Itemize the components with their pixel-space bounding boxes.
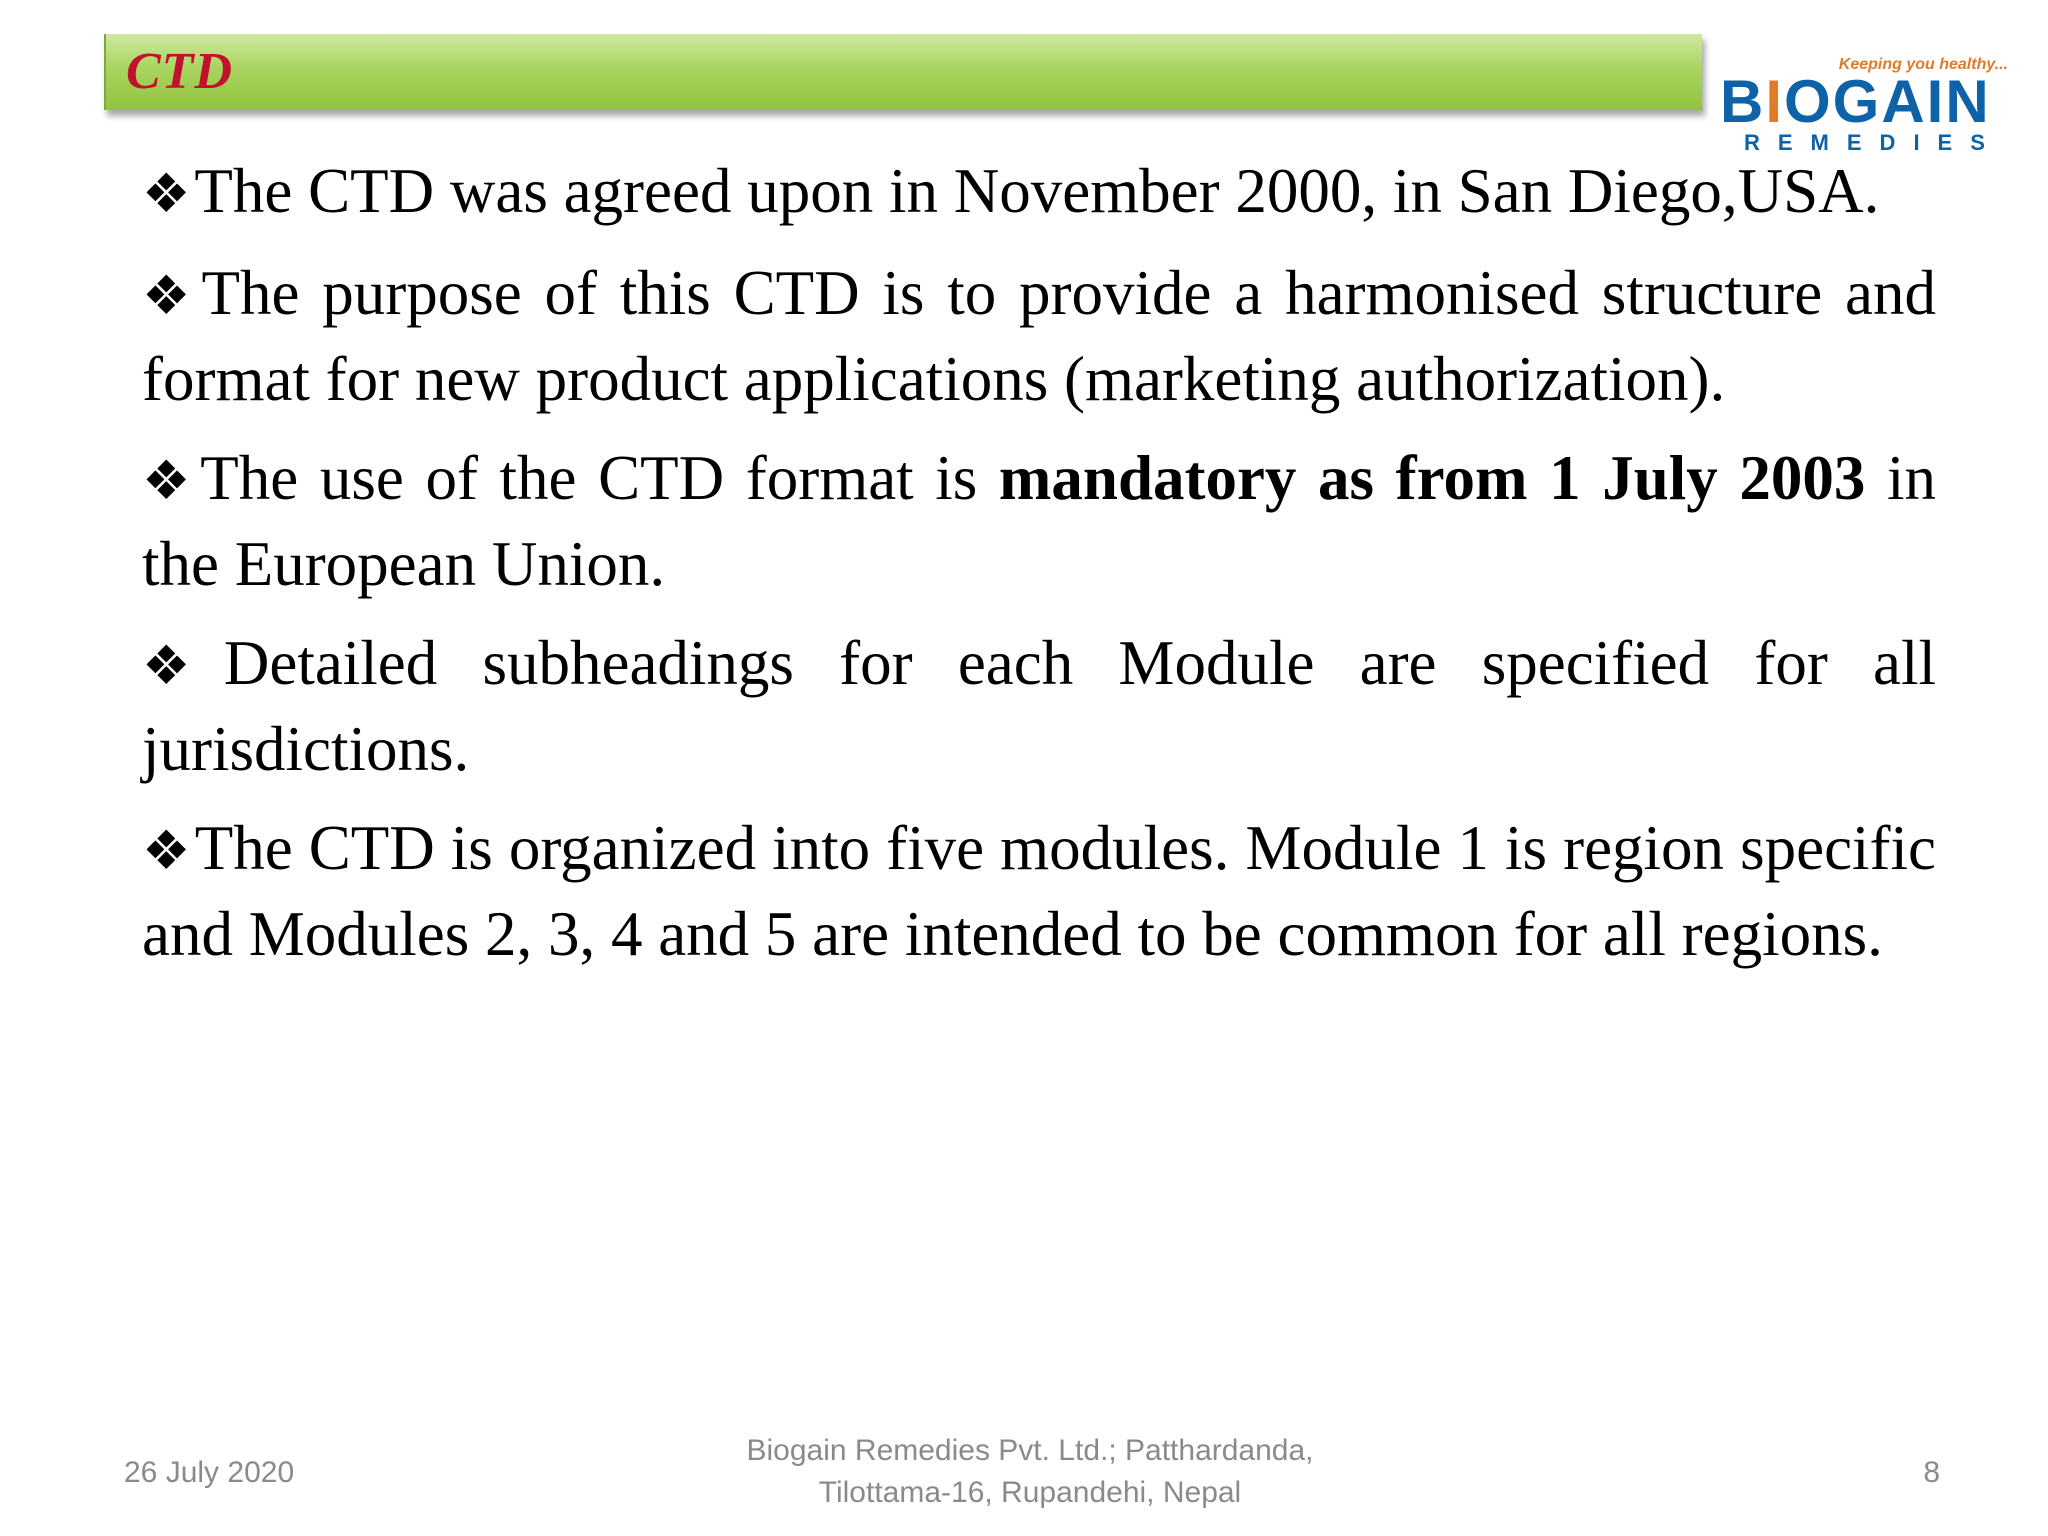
bullet-text: The CTD is organized into five modules. Module 1 is region specific and Modules 2, 3, 4 and 5 are intended to be common for all regions. [142,813,1936,969]
bullet-text: The purpose of this CTD is to provide a harmonised structure and format for new product applications (marketing authorization). [142,258,1936,414]
slide-title-bar [104,34,1702,110]
footer-org-line-2: Tilottama-16, Rupandehi, Nepal [818,1476,1242,1509]
bullet-text-tail: in the European Union. [142,443,1936,599]
bullet-item [142,622,1936,791]
bullet-text: The CTD was agreed upon in November 2000, in San Diego,USA. [194,156,1880,226]
bullet-item [142,437,1936,606]
logo-brand-post: OGAIN [1784,68,1991,135]
logo-brand-pre: B [1720,68,1766,135]
diamond-bullet-icon: ❖ [142,821,191,881]
footer-date: 26 July 2020 [124,1456,295,1489]
logo-subtitle: REMEDIES [1744,130,2003,155]
footer-org-line-1: Biogain Remedies Pvt. Ltd.; Patthardanda, [746,1434,1314,1467]
footer-page-number: 8 [1923,1456,1940,1489]
diamond-bullet-icon: ❖ [142,164,191,224]
diamond-bullet-icon: ❖ [142,266,198,326]
company-logo [1716,54,2014,154]
bullet-item [142,807,1936,976]
bullet-text: Detailed subheadings for each Module are specified for all jurisdictions. [142,628,1936,784]
bullet-text-bold: mandatory as from 1 July 2003 [998,443,1866,513]
footer-organization [660,1430,1400,1514]
slide-title: CTD [126,43,233,100]
diamond-bullet-icon: ❖ [142,451,197,511]
diamond-bullet-icon: ❖ [142,636,220,696]
bullet-item [142,252,1936,421]
logo-tagline: Keeping you healthy... [1838,56,2008,73]
bullet-text: The use of the CTD format is [200,443,999,513]
bullet-item [142,150,1936,236]
logo-brand [1720,68,1991,135]
logo-brand-mark: I [1765,68,1785,135]
slide-body [142,150,1936,992]
